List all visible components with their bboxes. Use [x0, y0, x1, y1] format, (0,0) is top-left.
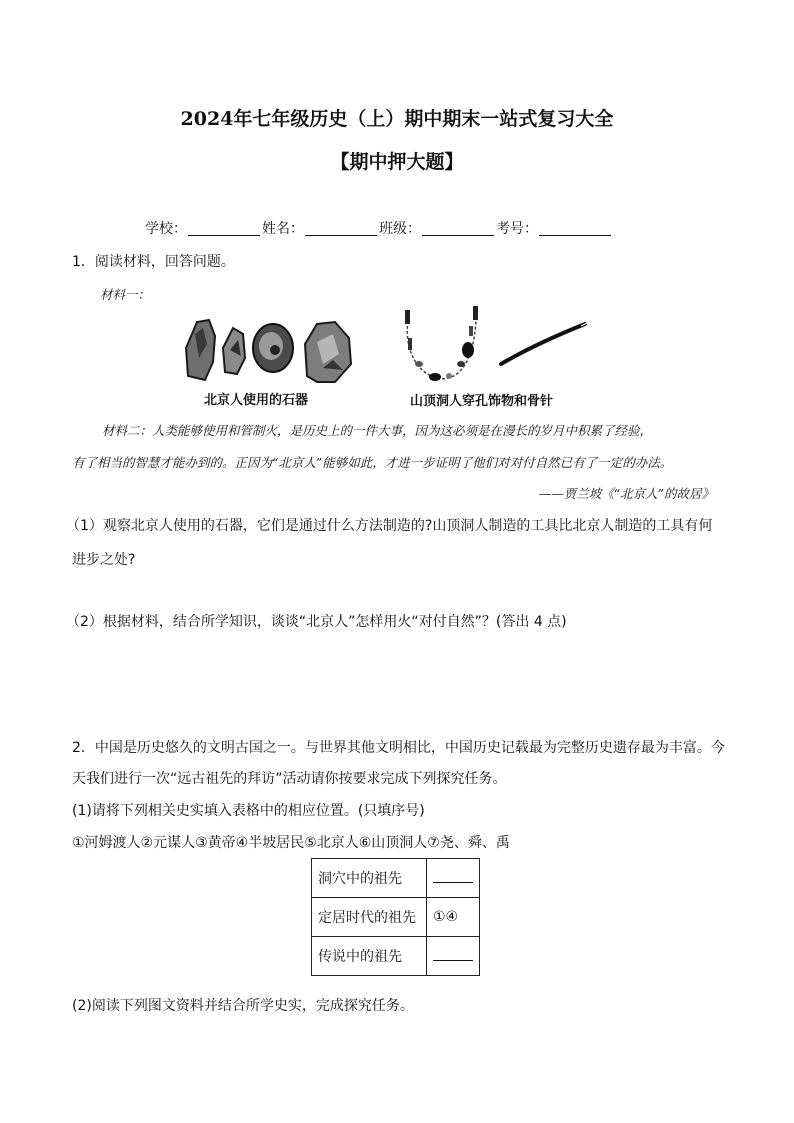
class-label: 班级：	[379, 221, 421, 237]
q1-sub2: （2）根据材料，结合所学知识，谈谈“北京人”怎样用火“对付自然”？(答出 4 点)	[66, 614, 567, 630]
stone-tool-4-icon	[305, 322, 351, 382]
answer-cell[interactable]: ①④	[427, 898, 480, 937]
student-info-line	[145, 218, 613, 238]
stone-tool-3-icon	[253, 324, 293, 372]
image1-caption: 北京人使用的石器	[204, 393, 309, 408]
page-subtitle: 【期中押大题】	[330, 151, 464, 173]
row-label: 洞穴中的祖先	[312, 859, 427, 898]
answer-cell[interactable]	[427, 859, 480, 898]
material2-line1: 材料二：人类能够使用和管制火，是历史上的一件大事，因为这必须是在漫长的岁月中积累了经验，	[102, 423, 653, 438]
stone-tool-1-icon	[186, 320, 215, 380]
exam-no-label: 考号：	[496, 221, 538, 237]
q1-sub1-line1: （1）观察北京人使用的石器，它们是通过什么方法制造的?山顶洞人制造的工具比北京人制造的工具有何	[66, 518, 713, 534]
answer-cell[interactable]	[427, 937, 480, 976]
table-row	[312, 898, 480, 937]
bead-necklace-icon	[405, 306, 478, 381]
q2-line1: 2．中国是历史悠久的文明古国之一。与世界其他文明相比，中国历史记载最为完整历史遗存最为丰富。今	[72, 740, 725, 756]
material1-label: 材料一：	[100, 287, 151, 302]
q1-sub1-line2: 进步之处?	[72, 552, 136, 568]
row-label: 传说中的祖先	[312, 937, 427, 976]
class-blank[interactable]	[422, 221, 494, 236]
name-blank[interactable]	[305, 221, 377, 236]
exam-no-blank[interactable]	[539, 221, 611, 236]
ancestors-table	[311, 858, 480, 976]
stone-tool-2-icon	[223, 328, 245, 374]
row-label: 定居时代的祖先	[312, 898, 427, 937]
material2-source: ——贾兰坡《“北京人”的故居》	[538, 486, 714, 501]
table-row	[312, 859, 480, 898]
answer-blank[interactable]	[433, 948, 473, 961]
q2-options: ①河姆渡人②元谋人③黄帝④半坡居民⑤北京人⑥山顶洞人⑦尧、舜、禹	[72, 835, 510, 851]
material2-line2: 有了相当的智慧才能办到的。正因为“北京人”能够如此，才进一步证明了他们对对付自然已有了一定的办法。	[72, 455, 673, 470]
q2-sub1: (1)请将下列相关史实填入表格中的相应位置。(只填序号)	[72, 803, 425, 819]
school-blank[interactable]	[188, 221, 260, 236]
school-label: 学校：	[145, 221, 187, 237]
table-row	[312, 937, 480, 976]
stone-tools-image	[183, 314, 358, 386]
bone-needle-icon	[501, 322, 589, 364]
ornaments-needle-image	[395, 302, 595, 388]
q2-line2: 天我们进行一次“远古祖先的拜访”活动请你按要求完成下列探究任务。	[72, 771, 507, 787]
q1-stem: 1．阅读材料，回答问题。	[72, 254, 235, 270]
answer-blank[interactable]	[433, 870, 473, 883]
q2-sub2: (2)阅读下列图文资料并结合所学史实，完成探究任务。	[72, 998, 414, 1014]
name-label: 姓名：	[262, 221, 304, 237]
image2-caption: 山顶洞人穿孔饰物和骨针	[410, 394, 554, 409]
page-title: 2024年七年级历史（上）期中期末一站式复习大全	[180, 108, 614, 130]
